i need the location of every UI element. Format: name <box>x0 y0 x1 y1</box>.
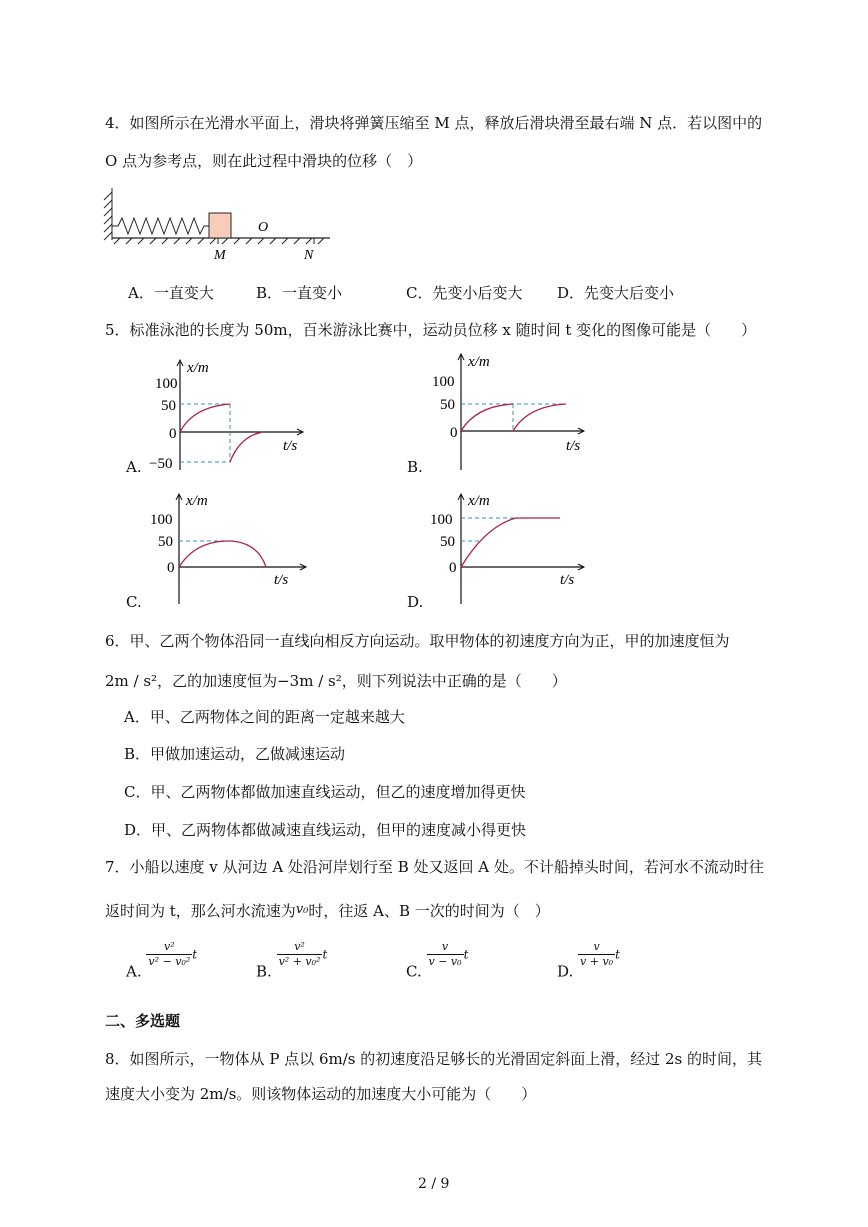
section-heading: 二、多选题 <box>105 1012 181 1030</box>
q6-option-b: B．甲做加速运动，乙做减速运动 <box>124 745 346 763</box>
q6-accel-jia: 2m / s² <box>105 672 158 690</box>
tick-0: 0 <box>169 426 177 442</box>
q6-option-a: A．甲、乙两物体之间的距离一定越来越大 <box>124 708 405 726</box>
x-t-curve <box>179 541 266 567</box>
label-o: O <box>258 220 269 235</box>
q5-graph-b <box>406 346 596 472</box>
q8-stem-line2: 速度大小变为 2m/s。则该物体运动的加速度大小可能为（ ） <box>105 1085 537 1103</box>
q5-option-b: B. <box>407 458 423 476</box>
t-axis-label: t/s <box>283 438 298 454</box>
q7-stem-line1: 7．小船以速度 v 从河边 A 处沿河岸划行至 B 处又返回 A 处。不计船掉头时间，若河水不流动时往 <box>105 858 764 876</box>
fraction: $\frac{v}{\text{v + v₀}}$ <box>580 940 614 968</box>
x-t-curve <box>180 404 230 432</box>
page-number: 2 / 9 <box>418 1176 450 1192</box>
tick-0: 0 <box>450 425 458 441</box>
q4-option-b: B．一直变小 <box>256 284 343 302</box>
q5-graph-a <box>125 352 315 476</box>
tick-50: 50 <box>440 534 455 550</box>
tick-100: 100 <box>430 512 453 528</box>
q6-accel-yi: −3m / s² <box>277 672 342 690</box>
tick-100: 100 <box>150 512 173 528</box>
fraction: $\frac{\text{v²}}{\text{v² − v₀²}}$ <box>148 940 191 968</box>
q6-option-c: C．甲、乙两物体都做加速直线运动，但乙的速度增加得更快 <box>124 783 526 801</box>
fraction: $\frac{v}{\text{v − v₀}}$ <box>428 940 462 968</box>
t-axis-label: t/s <box>274 572 289 588</box>
q5-graph-d <box>426 488 596 606</box>
q7-option-c: C. $\frac{v}{\text{v − v₀}}$ t <box>406 940 469 981</box>
q4-option-d: D．先变大后变小 <box>557 284 675 302</box>
t-axis-label: t/s <box>560 572 575 588</box>
q4-stem-line1: 4．如图所示在光滑水平面上，滑块将弹簧压缩至 M 点，释放后滑块滑至最右端 N 点．若以图中的 <box>105 114 763 132</box>
q5-option-a: A. <box>126 458 142 476</box>
y-axis-label: x/m <box>187 360 209 376</box>
t-axis-label: t/s <box>566 438 581 454</box>
q5-graph-c <box>146 488 316 606</box>
q6-option-d: D．甲、乙两物体都做减速直线运动，但甲的速度减小得更快 <box>124 821 527 839</box>
q4-option-a: A．一直变大 <box>128 284 214 302</box>
q7-option-d: D. $\frac{v}{\text{v + v₀}}$ t <box>557 940 620 981</box>
y-axis-label: x/m <box>186 493 208 509</box>
q7-v0: v₀ <box>295 902 309 917</box>
x-t-curve <box>461 518 560 567</box>
q7-stem-line2: 返时间为 t，那么河水流速为v₀时，往返 A、B 一次的时间为（ ） <box>105 902 550 920</box>
tick-50: 50 <box>158 534 173 550</box>
fraction: $\frac{\text{v²}}{\text{v² + v₀²}}$ <box>278 940 321 968</box>
q5-stem: 5．标准泳池的长度为 50m，百米游泳比赛中，运动员位移 x 随时间 t 变化的图像可能是（ ） <box>105 321 757 339</box>
q7-option-a: A. $\frac{\text{v²}}{\text{v² − v₀²}}$ t <box>126 940 198 981</box>
tick-100: 100 <box>155 376 178 392</box>
q5-option-d: D. <box>407 593 424 611</box>
label-n: N <box>304 248 314 262</box>
y-axis-label: x/m <box>468 493 490 509</box>
slider-block <box>209 213 231 238</box>
label-m: M <box>214 248 226 262</box>
x-t-curve <box>230 432 263 462</box>
tick-50: 50 <box>161 398 176 414</box>
q8-stem-line1: 8．如图所示，一物体从 P 点以 6m/s 的初速度沿足够长的光滑固定斜面上滑，经过 2s 的时间，其 <box>105 1050 763 1068</box>
tick-100: 100 <box>432 374 455 390</box>
q6-stem-line2: 2m / s²，乙的加速度恒为−3m / s²，则下列说法中正确的是（ ） <box>105 672 567 690</box>
q4-spring-figure <box>98 182 338 262</box>
q4-stem-line2: O 点为参考点，则在此过程中滑块的位移（ ） <box>105 152 423 170</box>
q6-stem-line1: 6．甲、乙两个物体沿同一直线向相反方向运动。取甲物体的初速度方向为正，甲的加速度恒为 <box>105 632 730 650</box>
x-t-curve <box>461 404 513 431</box>
tick-50: 50 <box>440 397 455 413</box>
y-axis-label: x/m <box>468 354 490 370</box>
q7-option-b: B. $\frac{\text{v²}}{\text{v² + v₀²}}$ t <box>256 940 328 981</box>
tick-0: 0 <box>449 560 457 576</box>
q5-option-c: C. <box>126 593 142 611</box>
x-t-curve <box>513 404 566 431</box>
tick-neg50: −50 <box>149 456 173 472</box>
tick-0: 0 <box>167 560 175 576</box>
q4-option-c: C．先变小后变大 <box>406 284 523 302</box>
